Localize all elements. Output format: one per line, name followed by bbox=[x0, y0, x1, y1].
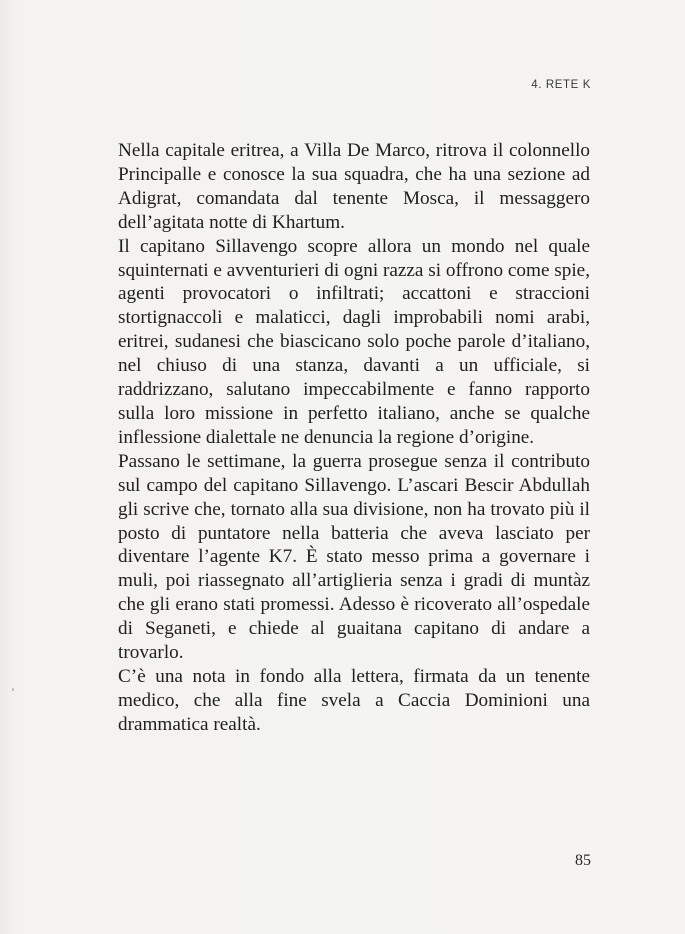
paragraph: C’è una nota in fondo alla lettera, firmata da un tenente medico, che alla fine svela a Caccia Dominioni una drammatica realtà. bbox=[118, 665, 590, 735]
paragraph: Nella capitale eritrea, a Villa De Marco, ritrova il colonnello Principalle e conosce la sua squadra, che ha una sezione ad Adigrat, comandata dal tenente Mosca, il messaggero dell’agitata notte di Khartum. bbox=[118, 140, 590, 233]
page-number: 85 bbox=[575, 852, 591, 869]
paragraph: Passano le settimane, la guerra prosegue senza il contributo sul campo del capitano Sillavengo. L’ascari Bescir Abdullah gli scrive che, tornato alla sua divisione, non ha trovato più il posto di puntatore nella batteria che aveva lasciato per diventare l’agente K7. È stato messo prima a governare i muli, poi riassegnato all’artiglieria senza i gradi di muntàz che gli erano stati promessi. Adesso è ricoverato all’ospedale di Seganeti, e chiede al guaitana capitano di andare a trovarlo. bbox=[118, 450, 590, 664]
paper-speck bbox=[12, 688, 14, 691]
running-head: 4. RETE K bbox=[531, 79, 591, 91]
paragraph: Il capitano Sillavengo scopre allora un mondo nel quale squinternati e avventurieri di ogni razza si offrono come spie, agenti provocatori o infiltrati; accattoni e straccioni stortignaccoli e malaticci, dagli improbabili nomi arabi, eritrei, sudanesi che biascicano solo poche parole d’italiano, nel chiuso di una stanza, davanti a un ufficiale, si raddrizzano, salutano impeccabilmente e fanno rapporto sulla loro missione in perfetto italiano, anche se qualche inflessione dialettale ne denuncia la regione d’origine. bbox=[118, 235, 590, 448]
body-text bbox=[118, 139, 590, 737]
